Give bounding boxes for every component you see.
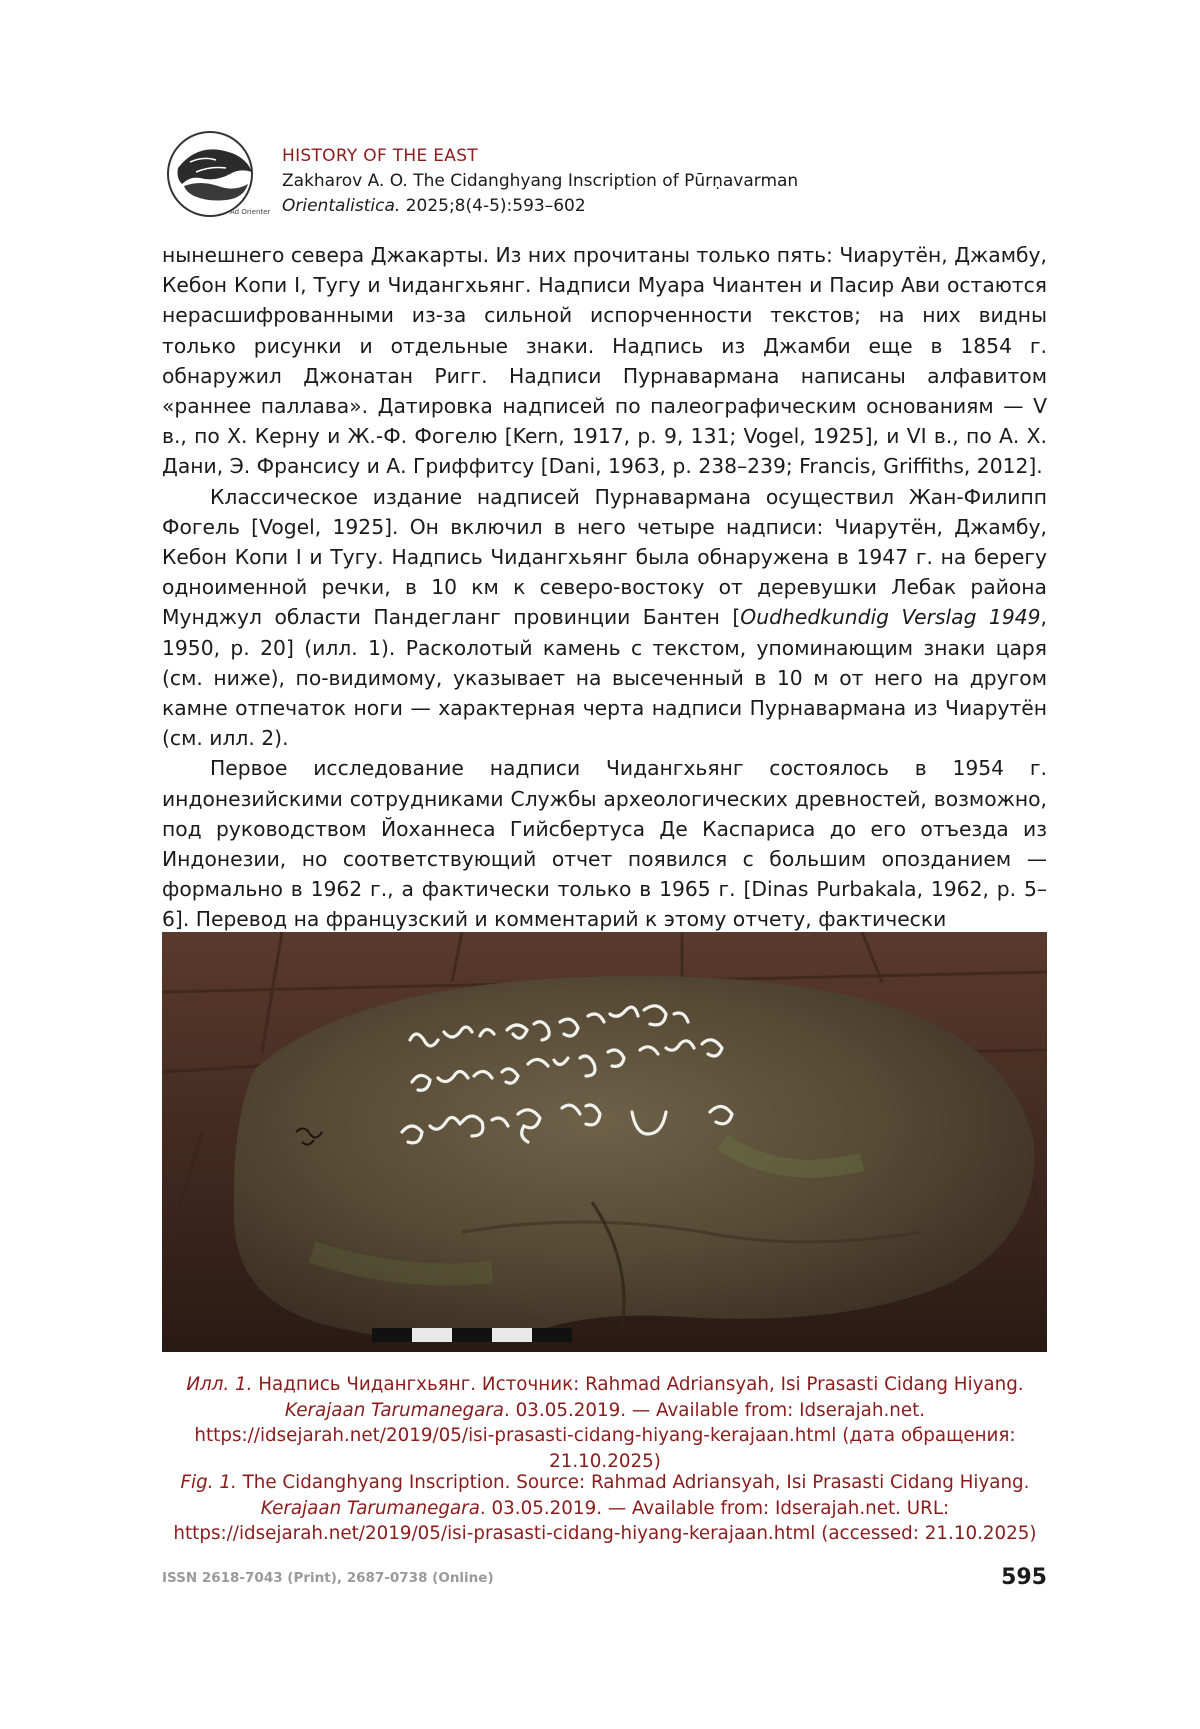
journal-header: [160, 128, 1060, 220]
caption-text-en: The Cidanghyang Inscription. Source: Rahmad Adriansyah, Isi Prasasti Cidang Hiyang.: [236, 1472, 1030, 1493]
article-body: [162, 240, 1047, 935]
article-reference: Zakharov A. O. The Cidanghyang Inscription of Pūrṇavarman: [282, 171, 799, 191]
caption-label-en: Fig. 1.: [180, 1472, 237, 1493]
paragraph: нынешнего севера Джакарты. Из них прочитаны только пять: Чиарутён, Джамбу, Кебон Копи I, Тугу и Чидангхьянг. Надписи Муара Чиантен и Пасир Ави остаются нерасшифрованными из-за сильной испорченности текстов; на них видны только рисунки и отдельные знаки. Надпись из Джамби еще в 1854 г. обнаружил Джонатан Ригг. Надписи Пурнавармана написаны алфавитом «раннее паллава». Датировка надписей по палеографическим основаниям — V в., по Х. Керну и Ж.-Ф. Фогелю [Kern, 1917, p. 9, 131; Vogel, 1925], и VI в., по А. Х. Дани, Э. Франсису и А. Гриффитсу [Dani, 1963, p. 238–239; Francis, Griffiths, 2012].: [162, 243, 1047, 479]
caption-italic-en: Kerajaan Tarumanegara: [260, 1497, 480, 1519]
caption-italic-ru: Kerajaan Tarumanegara: [284, 1399, 505, 1421]
caption-rest-ru: . 03.05.2019. — Available from: Idserajah.net. https://idsejarah.net/2019/05/isi-prasasti-cidang-hiyang-kerajaan.html (дата обращения: 21.10.2025): [194, 1399, 1016, 1472]
paragraph-text: Классическое издание надписей Пурнавармана осуществил Жан-Филипп Фогель [Vogel, 1925]. Он включил в него четыре надписи: Чиарутён, Джамбу, Кебон Копи I и Тугу. Надпись Чидангхьянг была обнаружена в 1947 г. на берегу одноименной речки, в 10 км к северо-востоку от деревушки Лебак района Мунджул области Пандегланг провинции Бантен [: [162, 484, 1047, 630]
journal-citation: [282, 194, 798, 219]
caption-label-ru: Илл. 1.: [186, 1374, 253, 1395]
page-number: 595: [1001, 1565, 1047, 1590]
caption-text-ru: Надпись Чидангхьянг. Источник: Rahmad Adriansyah, Isi Prasasti Cidang Hiyang.: [252, 1374, 1024, 1395]
figure-caption-en: [150, 1470, 1060, 1547]
paragraph-text: , 1950, p. 20] (илл. 1). Расколотый камень с текстом, упоминающим знаки царя (см. ниже), по-видимому, указывает на высеченный в 10 м от него на другом камне отпечаток ноги — характерная черта надписи Пурнавармана из Чиарутён (см. илл. 2).: [162, 605, 1047, 751]
logo-text: Ad Orientem: [230, 208, 270, 216]
paragraph: Первое исследование надписи Чидангхьянг состоялось в 1954 г. индонезийскими сотрудниками Службы археологических древностей, возможно, под руководством Йоханнеса Гийсбертуса Де Каспариса до его отъезда из Индонезии, но соответствующий отчет появился с большим опозданием — формально в 1962 г., а фактически только в 1965 г. [Dinas Purbakala, 1962, p. 5–6]. Перевод на французский и комментарий к этому отчету, фактически: [162, 756, 1047, 932]
journal-volume: 2025;8(4-5):593–602: [405, 196, 586, 216]
journal-name: Orientalistica.: [282, 196, 401, 216]
figure-caption-ru: [150, 1372, 1060, 1474]
header-text: [282, 144, 798, 219]
rubric: HISTORY OF THE EAST: [282, 146, 478, 166]
paragraph-italic: Oudhedkundig Verslag 1949: [740, 605, 1041, 630]
caption-rest-en: . 03.05.2019. — Available from: Idserajah.net. URL: https://idsejarah.net/2019/05/isi-prasasti-cidang-hiyang-kerajaan.html (accessed: 21.10.2025): [173, 1497, 1037, 1544]
paragraph: [162, 482, 1047, 754]
journal-logo: [160, 128, 270, 220]
inscription-photo: [162, 932, 1047, 1352]
issn-footer: ISSN 2618-7043 (Print), 2687-0738 (Online): [162, 1570, 494, 1586]
